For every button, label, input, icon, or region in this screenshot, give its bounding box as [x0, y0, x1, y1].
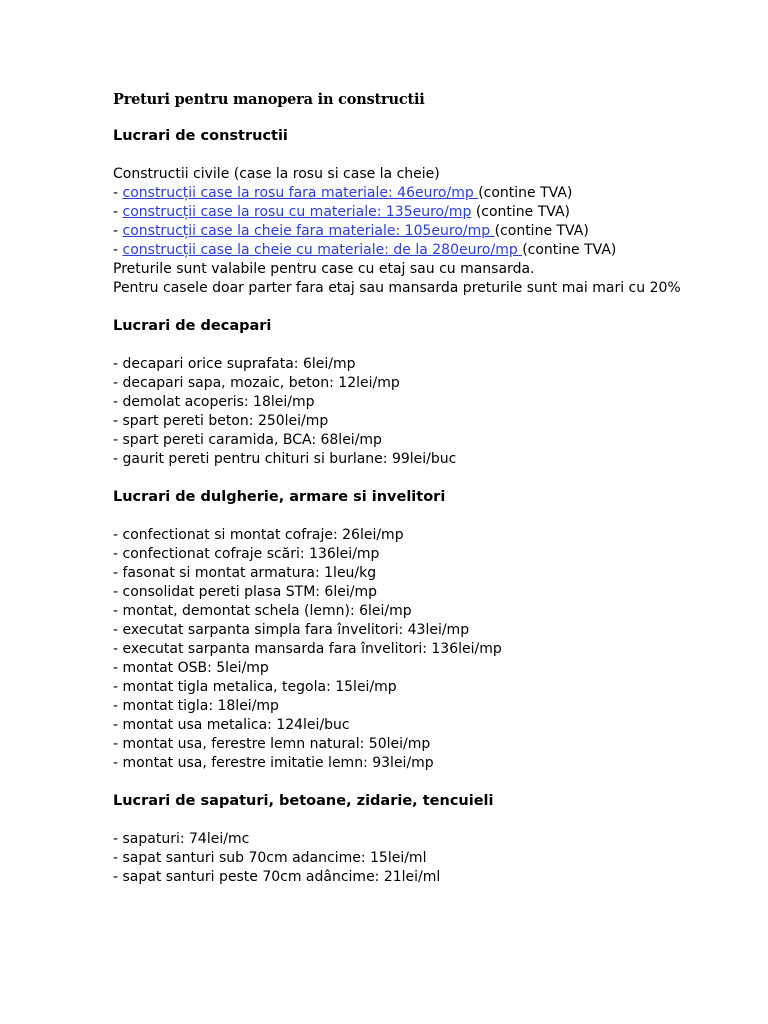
price-link-rosu-cu[interactable]: construcții case la rosu cu materiale: 135euro/mp — [122, 204, 472, 220]
price-row: - construcții case la rosu cu materiale: 135euro/mp (contine TVA) — [113, 204, 571, 220]
document-page — [113, 90, 713, 887]
section-heading-decapari: Lucrari de decapari — [113, 318, 272, 334]
list-item: - fasonat si montat armatura: 1leu/kg — [113, 565, 377, 581]
list-item: - montat usa, ferestre lemn natural: 50lei/mp — [113, 736, 431, 752]
list-item: - sapat santuri peste 70cm adâncime: 21lei/ml — [113, 869, 441, 885]
list-item: - montat OSB: 5lei/mp — [113, 660, 269, 676]
list-item: - sapaturi: 74lei/mc — [113, 831, 250, 847]
list-item: - demolat acoperis: 18lei/mp — [113, 394, 315, 410]
price-row: - construcții case la cheie cu materiale: de la 280euro/mp (contine TVA) — [113, 242, 617, 258]
price-link-cheie-cu[interactable]: construcții case la cheie cu materiale: de la 280euro/mp — [122, 242, 523, 258]
list-item: - confectionat cofraje scări: 136lei/mp — [113, 546, 380, 562]
constructii-note: Pentru casele doar parter fara etaj sau mansarda preturile sunt mai mari cu 20% — [113, 280, 681, 296]
dulgherie-list — [113, 526, 713, 773]
list-item: - gaurit pereti pentru chituri si burlane: 99lei/buc — [113, 451, 457, 467]
section-heading-constructii: Lucrari de constructii — [113, 128, 288, 144]
decapari-list — [113, 355, 713, 469]
section-heading-dulgherie: Lucrari de dulgherie, armare si invelitori — [113, 489, 446, 505]
list-item: - montat usa, ferestre imitatie lemn: 93lei/mp — [113, 755, 434, 771]
price-row: - construcții case la rosu fara materiale: 46euro/mp (contine TVA) — [113, 185, 573, 201]
list-item: - confectionat si montat cofraje: 26lei/mp — [113, 527, 404, 543]
constructii-note: Preturile sunt valabile pentru case cu etaj sau cu mansarda. — [113, 261, 535, 277]
price-link-rosu-fara[interactable]: construcții case la rosu fara materiale: 46euro/mp — [122, 185, 479, 201]
list-item: - spart pereti caramida, BCA: 68lei/mp — [113, 432, 382, 448]
price-row: - construcții case la cheie fara materiale: 105euro/mp (contine TVA) — [113, 223, 589, 239]
sapaturi-list — [113, 830, 713, 887]
price-link-cheie-fara[interactable]: construcții case la cheie fara materiale: 105euro/mp — [122, 223, 495, 239]
list-item: - decapari sapa, mozaic, beton: 12lei/mp — [113, 375, 400, 391]
section-heading-sapaturi: Lucrari de sapaturi, betoane, zidarie, tencuieli — [113, 793, 494, 809]
page-title: Preturi pentru manopera in constructii — [113, 91, 425, 108]
list-item: - decapari orice suprafata: 6lei/mp — [113, 356, 356, 372]
list-item: - spart pereti beton: 250lei/mp — [113, 413, 329, 429]
list-item: - montat tigla: 18lei/mp — [113, 698, 279, 714]
list-item: - executat sarpanta simpla fara învelitori: 43lei/mp — [113, 622, 470, 638]
list-item: - sapat santuri sub 70cm adancime: 15lei/ml — [113, 850, 427, 866]
list-item: - montat tigla metalica, tegola: 15lei/mp — [113, 679, 397, 695]
constructii-price-list — [113, 184, 713, 260]
list-item: - consolidat pereti plasa STM: 6lei/mp — [113, 584, 377, 600]
list-item: - executat sarpanta mansarda fara învelitori: 136lei/mp — [113, 641, 502, 657]
constructii-intro: Constructii civile (case la rosu si case la cheie) — [113, 166, 440, 182]
list-item: - montat, demontat schela (lemn): 6lei/mp — [113, 603, 412, 619]
list-item: - montat usa metalica: 124lei/buc — [113, 717, 350, 733]
